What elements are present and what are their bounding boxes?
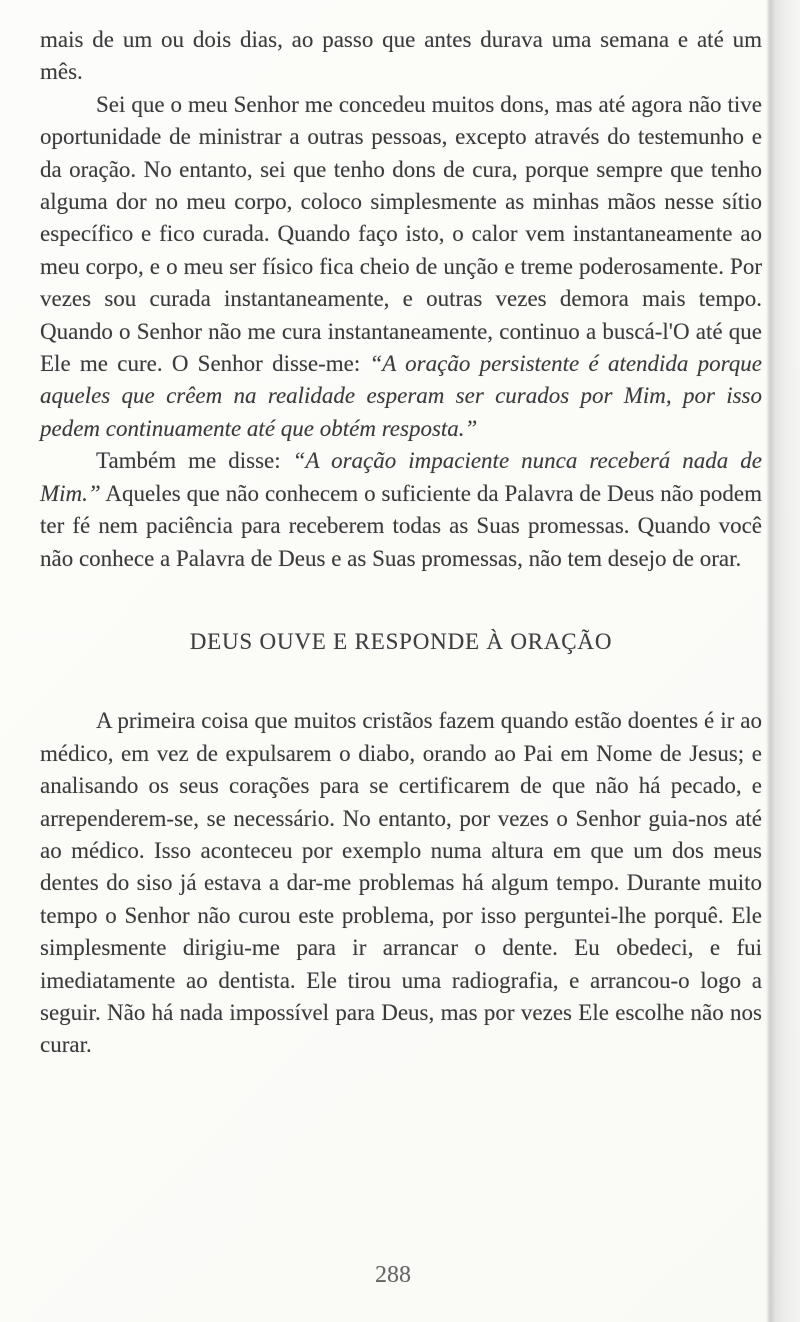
- page-number: 288: [375, 1262, 411, 1288]
- section-heading: DEUS OUVE E RESPONDE À ORAÇÃO: [189, 628, 613, 654]
- paragraph-1-text: mais de um ou dois dias, ao passo que antes durava uma semana e até um mês.: [40, 27, 762, 85]
- paragraph-3-rest-text: Aqueles que não conhecem o suficiente da Palavra de Deus não podem ter fé nem paciência para receberem todas as Suas promessas. Quando você não conhece a Palavra de Deus e as Suas promessas, não tem desejo de orar.: [40, 480, 762, 571]
- scan-gutter-shadow: [766, 0, 800, 1322]
- paragraph-4-text: A primeira coisa que muitos cristãos fazem quando estão doentes é ir ao médico, em vez de expulsarem o diabo, orando ao Pai em Nome de Jesus; e analisando os seus corações para se certificarem de que não há pecado, e arrependerem-se, se necessário. No entanto, por vezes o Senhor guia-nos até ao médico. Isso aconteceu por exemplo numa altura em que um dos meus dentes do siso já estava a dar-me problemas há algum tempo. Durante muito tempo o Senhor não curou este problema, por isso perguntei-lhe porquê. Ele simplesmente dirigiu-me para ir arrancar o dente. Eu obedeci, e fui imediatamente ao dentista. Ele tirou uma radiografia, e arrancou-o logo a seguir. Não há nada impossível para Deus, mas por vezes Ele escolhe não nos curar.: [40, 708, 762, 1058]
- paragraph-3-intro-text: Também me disse:: [96, 448, 293, 474]
- paragraph-3-quotation: “A oração impaciente nunca receberá nada de Mim.”: [40, 448, 762, 506]
- paragraph-2-text: Sei que o meu Senhor me concedeu muitos dons, mas até agora não tive oportunidade de ministrar a outras pessoas, excepto através do testemunho e da oração. No entanto, sei que tenho dons de cura, porque sempre que tenho alguma dor no meu corpo, coloco simplesmente as minhas mãos nesse sítio específico e fico curada. Quando faço isto, o calor vem instantaneamente ao meu corpo, e o meu ser físico fica cheio de unção e treme poderosamente. Por vezes sou curada instantaneamente, e outras vezes demora mais tempo. Quando o Senhor não me cura instantaneamente, continuo a buscá-l'O até que Ele me cure. O Senhor disse-me:: [40, 91, 762, 377]
- paragraph-impatient-prayer: [40, 445, 762, 575]
- paragraph-god-answers: [40, 705, 762, 1061]
- body-text: [40, 24, 762, 1062]
- paragraph-2-quotation: “A oração persistente é atendida porque aqueles que crêem na realidade esperam ser curados por Mim, por isso pedem continuamente até que obtém resposta.”: [40, 351, 762, 441]
- paragraph-continuation: [40, 24, 762, 89]
- paragraph-gifts-healing: [40, 89, 762, 445]
